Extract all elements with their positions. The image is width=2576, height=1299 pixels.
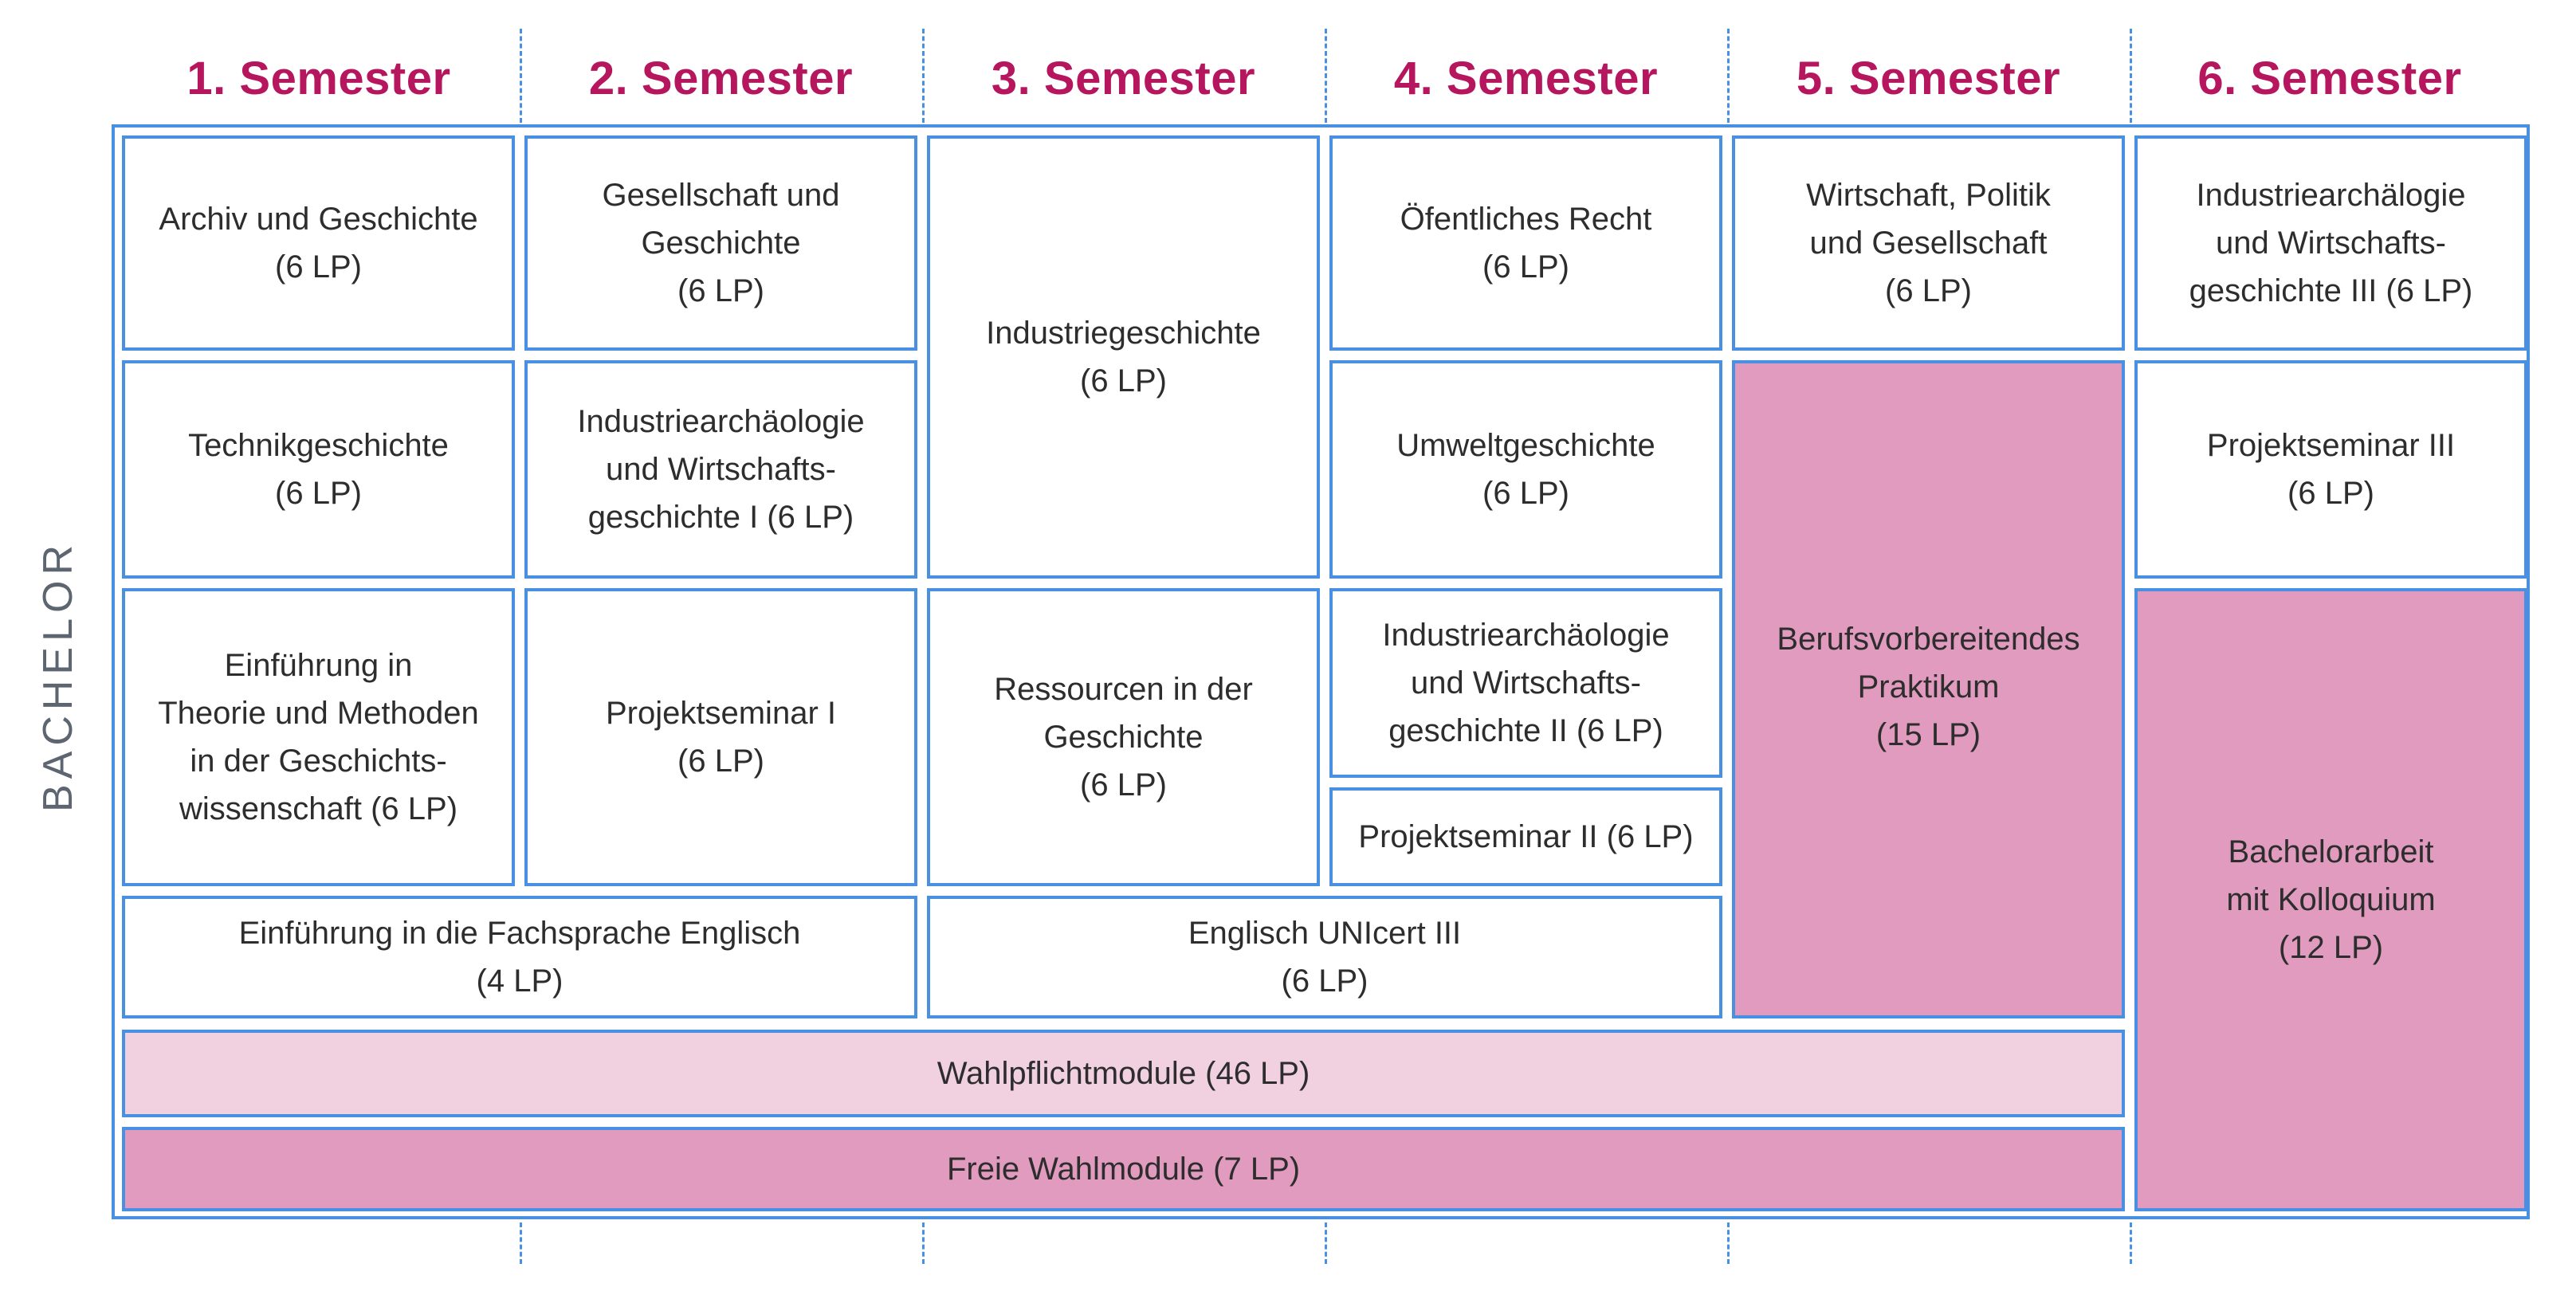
semester-divider	[922, 1222, 925, 1264]
module-label: Projektseminar I (6 LP)	[606, 696, 836, 779]
module-label: Wahlpflichtmodule (46 LP)	[937, 1056, 1310, 1091]
semester-divider	[1325, 29, 1327, 123]
module-industriearchaeologie-2	[1329, 588, 1722, 778]
module-freie-wahl	[122, 1127, 2125, 1211]
module-wirtschaft-politik	[1732, 135, 2125, 351]
module-oeffentliches-recht	[1329, 135, 1722, 351]
module-label: Industriearchäologie und Wirtschafts- geschichte II (6 LP)	[1382, 618, 1670, 748]
module-industriearchaeologie-3	[2134, 135, 2527, 351]
semester-2-header: 2. Semester	[588, 52, 854, 104]
module-umweltgeschichte	[1329, 360, 1722, 579]
module-wahlpflicht	[122, 1030, 2125, 1117]
semester-3-header: 3. Semester	[991, 52, 1256, 104]
module-bachelorarbeit	[2134, 588, 2527, 1211]
module-label: Industriearchälogie und Wirtschafts- geschichte III (6 LP)	[2189, 178, 2473, 308]
module-label: Englisch UNIcert III (6 LP)	[1188, 916, 1462, 999]
semester-divider	[2130, 29, 2132, 123]
semester-divider	[1727, 29, 1730, 123]
module-technikgeschichte	[122, 360, 515, 579]
bachelor-label-text: BACHELOR	[35, 539, 81, 813]
module-projektseminar-3	[2134, 360, 2527, 579]
module-label: Projektseminar II (6 LP)	[1358, 819, 1694, 854]
semester-divider	[1727, 1222, 1730, 1264]
semester-divider	[2130, 1222, 2132, 1264]
module-label: Wirtschaft, Politik und Gesellschaft (6 LP)	[1806, 178, 2051, 308]
semester-divider	[922, 29, 925, 123]
module-label: Einführung in Theorie und Methoden in der Geschichts- wissenschaft (6 LP)	[158, 648, 479, 826]
module-industriegeschichte	[927, 135, 1320, 579]
semester-divider	[520, 1222, 522, 1264]
module-unicert	[927, 896, 1722, 1018]
semester-1-header: 1. Semester	[187, 52, 451, 104]
module-fachsprache-englisch	[122, 896, 917, 1018]
module-label: Industriegeschichte (6 LP)	[986, 316, 1261, 398]
module-label: Freie Wahlmodule (7 LP)	[946, 1152, 1301, 1187]
module-label: Öfentliches Recht (6 LP)	[1400, 202, 1652, 285]
module-label: Einführung in die Fachsprache Englisch (4 LP)	[238, 916, 801, 999]
module-label: Bachelorarbeit mit Kolloquium (12 LP)	[2226, 834, 2436, 965]
module-industriearchaeologie-1	[524, 360, 917, 579]
module-label: Gesellschaft und Geschichte (6 LP)	[602, 178, 840, 308]
module-label: Ressourcen in der Geschichte (6 LP)	[994, 672, 1253, 803]
module-projektseminar-2	[1329, 787, 1722, 886]
module-praktikum	[1732, 360, 2125, 1018]
semester-divider	[520, 29, 522, 123]
module-einfuehrung-theorie	[122, 588, 515, 886]
module-label: Technikgeschichte (6 LP)	[188, 428, 449, 511]
module-label: Industriearchäologie und Wirtschafts- geschichte I (6 LP)	[577, 404, 865, 535]
module-projektseminar-1	[524, 588, 917, 886]
module-archiv	[122, 135, 515, 351]
module-ressourcen	[927, 588, 1320, 886]
module-label: Projektseminar III (6 LP)	[2206, 428, 2456, 511]
semester-divider	[1325, 1222, 1327, 1264]
semester-6-header: 6. Semester	[2197, 52, 2462, 104]
module-label: Archiv und Geschichte (6 LP)	[159, 202, 478, 285]
semester-5-header: 5. Semester	[1796, 52, 2061, 104]
module-gesellschaft	[524, 135, 917, 351]
semester-4-header: 4. Semester	[1393, 52, 1659, 104]
module-label: Berufsvorbereitendes Praktikum (15 LP)	[1777, 622, 2080, 752]
module-label: Umweltgeschichte (6 LP)	[1396, 428, 1655, 511]
